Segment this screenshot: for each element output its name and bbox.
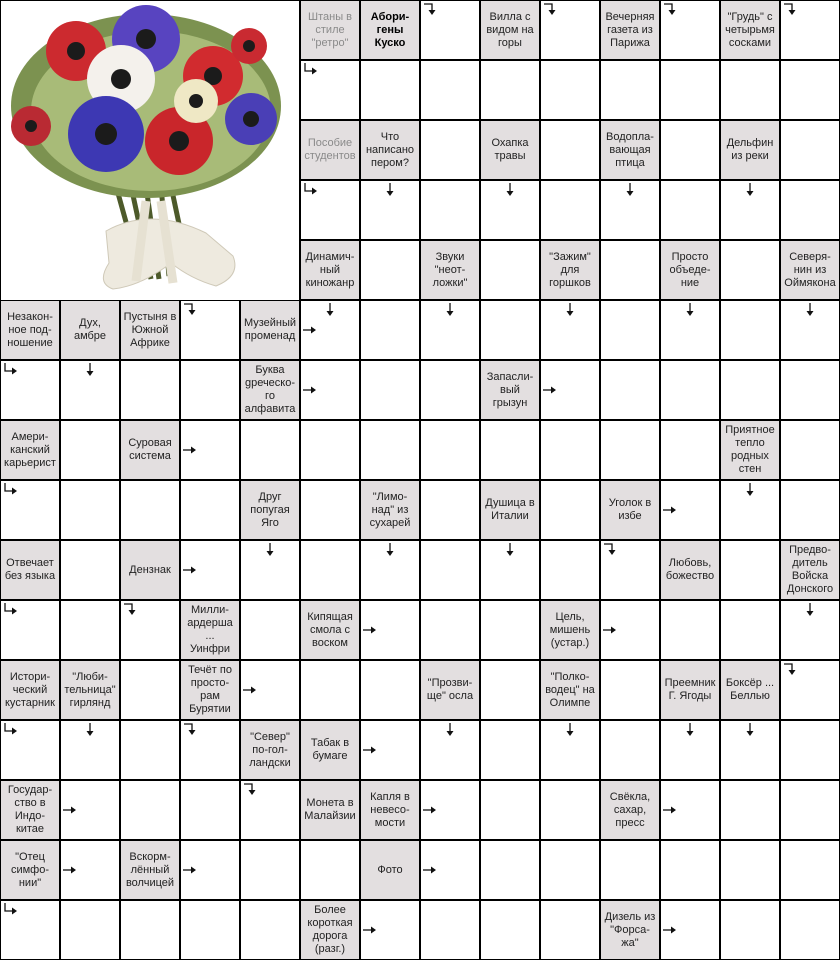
answer-cell[interactable] [241,901,299,959]
answer-cell[interactable] [421,541,479,599]
answer-cell[interactable] [781,481,839,539]
answer-cell[interactable] [661,61,719,119]
answer-cell[interactable] [781,841,839,899]
clue-cell [301,601,359,659]
answer-cell[interactable] [541,481,599,539]
answer-cell[interactable] [781,61,839,119]
clue-cell [121,841,179,899]
clue-cell [721,421,779,479]
answer-cell[interactable] [481,601,539,659]
answer-cell[interactable] [301,181,359,239]
clue-text: Динамич- ный киножанр [305,250,355,289]
answer-cell[interactable] [601,601,659,659]
answer-cell[interactable] [481,781,539,839]
clue-text: Дензнак [129,563,171,576]
clue-cell [601,901,659,959]
answer-cell[interactable] [661,601,719,659]
answer-cell[interactable] [661,721,719,779]
clue-cell [361,781,419,839]
answer-cell[interactable] [721,781,779,839]
clue-cell [721,661,779,719]
clue-cell [121,541,179,599]
clue-text: Милли- ардерша ... Уинфри [187,604,233,655]
answer-cell[interactable] [661,841,719,899]
answer-cell[interactable] [301,541,359,599]
clue-cell [1,301,59,359]
answer-cell[interactable] [721,481,779,539]
answer-cell[interactable] [661,121,719,179]
answer-cell[interactable] [421,121,479,179]
clue-cell [301,721,359,779]
answer-cell[interactable] [421,421,479,479]
answer-cell[interactable] [781,781,839,839]
answer-cell[interactable] [1,361,59,419]
clue-text: Цель, мишень (устар.) [549,610,591,649]
answer-cell[interactable] [661,1,719,59]
answer-cell[interactable] [121,781,179,839]
answer-cell[interactable] [361,901,419,959]
answer-cell[interactable] [241,421,299,479]
clue-text: Дельфин из реки [726,137,774,162]
clue-cell [301,901,359,959]
clue-text: Абори- гены Куско [370,10,410,49]
clue-cell [541,661,599,719]
clue-text: Отвечает без языка [4,557,56,582]
clue-cell [601,121,659,179]
answer-cell[interactable] [541,121,599,179]
clue-cell [481,121,539,179]
clue-cell [1,421,59,479]
answer-cell[interactable] [781,181,839,239]
clue-text: Музейный променад [243,317,297,342]
answer-cell[interactable] [421,181,479,239]
answer-cell[interactable] [301,301,359,359]
clue-text: Предво- дитель Войска Донского [786,544,834,595]
clue-text: Боксёр ... Беллью [725,677,775,702]
answer-cell[interactable] [121,661,179,719]
clue-text: Друг попугая Яго [250,490,290,529]
clue-cell [541,241,599,299]
answer-cell[interactable] [541,901,599,959]
answer-cell[interactable] [481,541,539,599]
answer-cell[interactable] [181,841,239,899]
clue-cell [781,241,839,299]
clue-cell [181,661,239,719]
answer-cell[interactable] [361,361,419,419]
answer-cell[interactable] [721,301,779,359]
answer-cell[interactable] [421,601,479,659]
answer-cell[interactable] [241,841,299,899]
answer-cell[interactable] [481,421,539,479]
clue-cell [721,121,779,179]
answer-cell[interactable] [121,481,179,539]
clue-text: Течёт по просто- рам Бурятии [188,664,232,715]
answer-cell[interactable] [721,601,779,659]
clue-cell [661,541,719,599]
answer-cell[interactable] [541,421,599,479]
clue-cell [61,301,119,359]
answer-cell[interactable] [61,841,119,899]
clue-text: Свёкла, сахар, пресс [609,790,651,829]
clue-cell [601,1,659,59]
clue-text: Суровая система [128,437,172,462]
clue-cell [601,481,659,539]
answer-cell[interactable] [481,241,539,299]
clue-cell [241,361,299,419]
answer-cell[interactable] [301,661,359,719]
clue-text: Более короткая дорога (разг.) [307,904,353,955]
answer-cell[interactable] [181,541,239,599]
clue-cell [421,241,479,299]
clue-text: Табак в бумаге [310,737,350,762]
bouquet-photo [1,1,299,300]
clue-text: Амери- канский карьерист [4,430,56,469]
answer-cell[interactable] [361,301,419,359]
clue-text: Охапка травы [491,137,529,162]
answer-cell[interactable] [661,421,719,479]
clue-text: Дизель из "Форса- жа" [604,910,656,949]
clue-text: Вилла с видом на горы [486,10,534,49]
answer-cell[interactable] [1,721,59,779]
answer-cell[interactable] [361,61,419,119]
clue-cell [1,841,59,899]
clue-cell [241,721,299,779]
answer-cell[interactable] [241,661,299,719]
answer-cell[interactable] [601,421,659,479]
clue-cell [181,601,239,659]
clue-cell [721,1,779,59]
clue-text: Дух, амбре [73,317,107,342]
answer-cell[interactable] [781,901,839,959]
clue-text: "Полко- водец" на Олимпе [545,670,595,709]
answer-cell[interactable] [601,61,659,119]
clue-text: Уголок в избе [608,497,652,522]
answer-cell[interactable] [781,301,839,359]
clue-text: Любовь, божество [665,557,715,582]
answer-cell[interactable] [541,1,599,59]
answer-cell[interactable] [361,241,419,299]
answer-cell[interactable] [721,241,779,299]
clue-text: Вечерняя газета из Парижа [605,10,655,49]
answer-cell[interactable] [721,541,779,599]
answer-cell[interactable] [481,181,539,239]
answer-cell[interactable] [361,661,419,719]
clue-text: Звуки "неот- ложки" [432,250,468,289]
answer-cell[interactable] [121,601,179,659]
answer-cell[interactable] [481,661,539,719]
clue-cell [121,301,179,359]
clue-text: "Север" по-гол- ландски [249,730,291,769]
answer-cell[interactable] [181,901,239,959]
answer-cell[interactable] [721,901,779,959]
answer-cell[interactable] [541,781,599,839]
answer-cell[interactable] [481,841,539,899]
clue-cell [121,421,179,479]
answer-cell[interactable] [781,601,839,659]
clue-cell [361,841,419,899]
answer-cell[interactable] [361,181,419,239]
answer-cell[interactable] [541,721,599,779]
clue-text: Просто объеде- ние [669,250,711,289]
answer-cell[interactable] [241,781,299,839]
answer-cell[interactable] [601,841,659,899]
answer-cell[interactable] [61,901,119,959]
answer-cell[interactable] [781,721,839,779]
answer-cell[interactable] [421,61,479,119]
clue-text: Запасли- вый грызун [486,370,534,409]
answer-cell[interactable] [181,361,239,419]
clue-cell [361,1,419,59]
answer-cell[interactable] [541,181,599,239]
clue-text: Вскорм- лённый волчицей [125,850,175,889]
clue-text: "Люби- тельница" гирлянд [64,670,116,709]
clue-cell [481,1,539,59]
answer-cell[interactable] [1,601,59,659]
answer-cell[interactable] [121,361,179,419]
answer-cell[interactable] [781,661,839,719]
clue-text: Пособие студентов [304,137,356,162]
answer-cell[interactable] [1,481,59,539]
clue-cell [361,121,419,179]
clue-cell [1,661,59,719]
answer-cell[interactable] [601,361,659,419]
answer-cell[interactable] [181,421,239,479]
answer-cell[interactable] [481,301,539,359]
clue-cell [781,541,839,599]
answer-cell[interactable] [1,901,59,959]
answer-cell[interactable] [661,901,719,959]
clue-text: Монета в Малайзии [304,797,356,822]
clue-text: Пустыня в Южной Африке [123,310,177,349]
answer-cell[interactable] [661,301,719,359]
clue-cell [361,481,419,539]
answer-cell[interactable] [781,421,839,479]
answer-cell[interactable] [721,61,779,119]
answer-cell[interactable] [61,601,119,659]
clue-text: Водопла- вающая птица [606,130,654,169]
answer-cell[interactable] [661,361,719,419]
clue-cell [241,481,299,539]
clue-text: Фото [377,863,403,876]
answer-cell[interactable] [181,781,239,839]
clue-cell [481,481,539,539]
clue-cell [661,661,719,719]
answer-cell[interactable] [61,541,119,599]
clue-cell [421,661,479,719]
answer-cell[interactable] [481,901,539,959]
answer-cell[interactable] [421,1,479,59]
clue-cell [1,541,59,599]
clue-cell [481,361,539,419]
answer-cell[interactable] [421,481,479,539]
answer-cell[interactable] [481,721,539,779]
answer-cell[interactable] [241,601,299,659]
answer-cell[interactable] [121,901,179,959]
answer-cell[interactable] [601,721,659,779]
clue-cell [301,241,359,299]
answer-cell[interactable] [61,481,119,539]
clue-text: Истори- ческий кустарник [5,670,55,709]
clue-text: Что написано пером? [365,130,415,169]
answer-cell[interactable] [61,781,119,839]
clue-text: "Грудь" с четырьмя сосками [725,10,775,49]
answer-cell[interactable] [61,721,119,779]
answer-cell[interactable] [601,241,659,299]
answer-cell[interactable] [721,721,779,779]
answer-cell[interactable] [661,781,719,839]
answer-cell[interactable] [421,781,479,839]
answer-cell[interactable] [481,61,539,119]
clue-cell [301,781,359,839]
answer-cell[interactable] [61,361,119,419]
answer-cell[interactable] [541,361,599,419]
answer-cell[interactable] [541,841,599,899]
answer-cell[interactable] [541,541,599,599]
answer-cell[interactable] [781,121,839,179]
answer-cell[interactable] [541,61,599,119]
answer-cell[interactable] [301,361,359,419]
answer-cell[interactable] [181,481,239,539]
answer-cell[interactable] [301,481,359,539]
answer-cell[interactable] [121,721,179,779]
clue-text: Преемник Г. Ягоды [664,677,716,702]
answer-cell[interactable] [721,841,779,899]
clue-text: Кипящая смола с воском [307,610,353,649]
clue-text: Капля в невесо- мости [370,790,410,829]
answer-cell[interactable] [781,361,839,419]
clue-cell [601,781,659,839]
answer-cell[interactable] [541,301,599,359]
answer-cell[interactable] [601,541,659,599]
clue-text: Приятное тепло родных стен [725,424,775,475]
answer-cell[interactable] [781,1,839,59]
answer-cell[interactable] [181,721,239,779]
answer-cell[interactable] [301,421,359,479]
answer-cell[interactable] [181,301,239,359]
clue-text: "Отец симфо- нии" [10,850,50,889]
clue-cell [301,121,359,179]
answer-cell[interactable] [61,421,119,479]
answer-cell[interactable] [421,841,479,899]
clue-text: Государ- ство в Индо- китае [7,784,53,835]
answer-cell[interactable] [301,841,359,899]
clue-cell [61,661,119,719]
answer-cell[interactable] [601,181,659,239]
clue-cell [1,781,59,839]
clue-text: Северя- нин из Оймякона [784,250,836,289]
answer-cell[interactable] [241,541,299,599]
clue-text: "Лимо- над" из сухарей [369,490,411,529]
clue-text: Душица в Италии [485,497,535,522]
answer-cell[interactable] [361,421,419,479]
clue-cell [661,241,719,299]
clue-text: "Прозви- ще" осла [426,677,474,702]
answer-cell[interactable] [421,361,479,419]
answer-cell[interactable] [301,61,359,119]
answer-cell[interactable] [601,301,659,359]
clue-text: Буква gреческо- го алфавита [244,364,296,415]
clue-text: Незакон- ное под- ношение [7,310,53,349]
clue-text: Штаны в стиле "ретро" [308,10,352,49]
answer-cell[interactable] [661,181,719,239]
clue-cell [241,301,299,359]
answer-cell[interactable] [361,721,419,779]
answer-cell[interactable] [661,481,719,539]
answer-cell[interactable] [361,601,419,659]
answer-cell[interactable] [421,301,479,359]
answer-cell[interactable] [721,361,779,419]
answer-cell[interactable] [721,181,779,239]
answer-cell[interactable] [361,541,419,599]
clue-cell [541,601,599,659]
answer-cell[interactable] [601,661,659,719]
answer-cell[interactable] [421,721,479,779]
clue-cell [301,1,359,59]
answer-cell[interactable] [421,901,479,959]
clue-text: "Зажим" для горшков [549,250,591,289]
